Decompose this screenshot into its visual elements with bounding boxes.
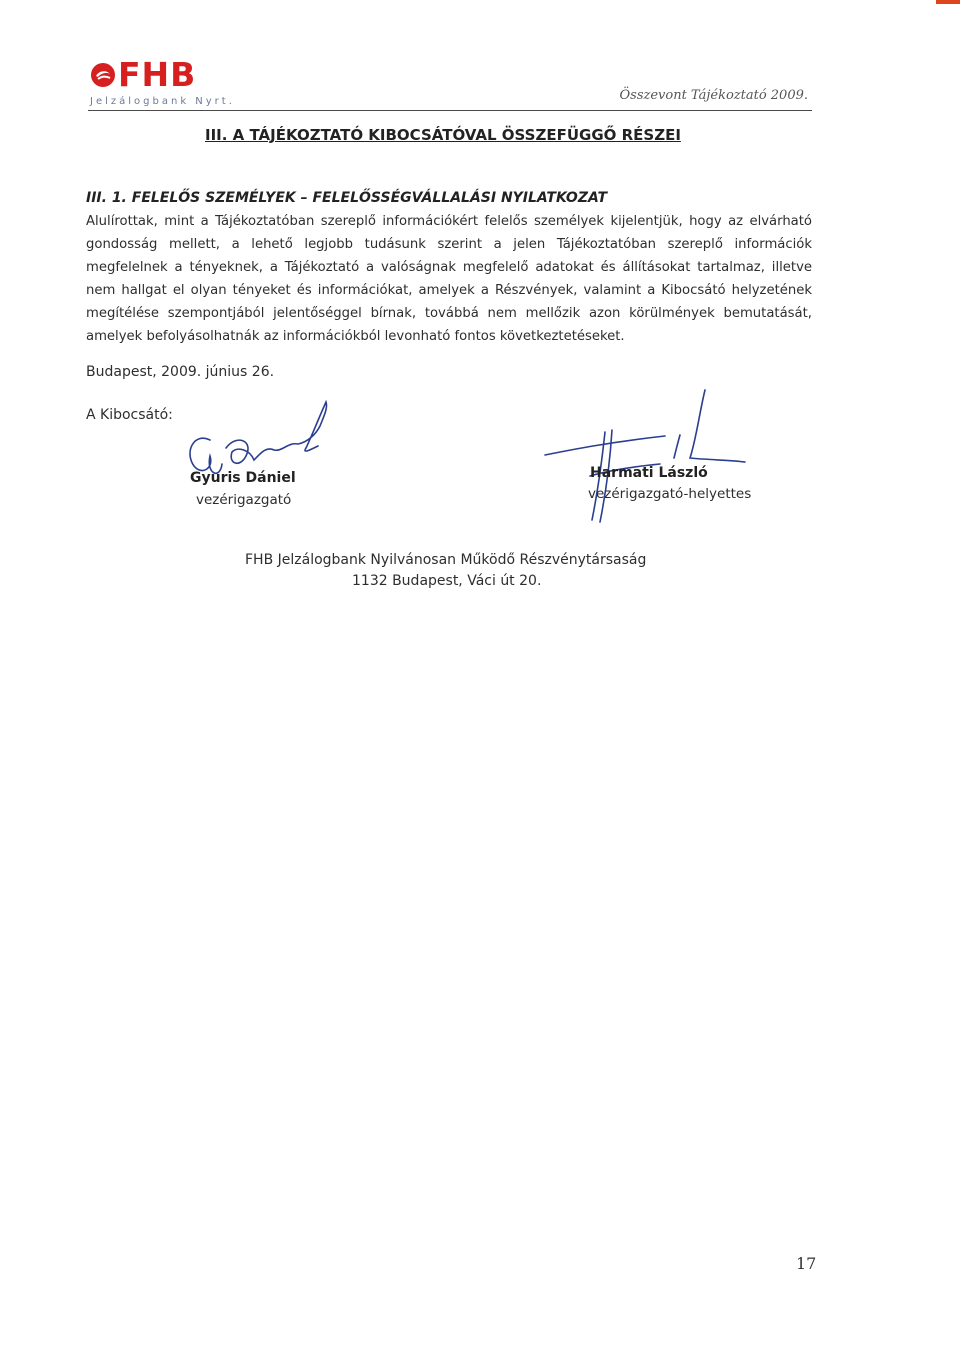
date-line: Budapest, 2009. június 26. [86,364,275,380]
signatory-title: vezérigazgató [196,492,292,508]
document-reference: Összevont Tájékoztató 2009. [619,88,808,103]
signatory-name: Harmati László [590,465,708,481]
logo-mark: FHB [118,55,197,94]
page-number: 17 [796,1254,817,1273]
signature-harmati [540,380,750,530]
issuer-label: A Kibocsátó: [86,407,173,423]
company-name: FHB Jelzálogbank Nyilvánosan Működő Részvénytársaság [245,552,647,568]
responsibility-statement: Alulírottak, mint a Tájékoztatóban szereplő információkért felelős személyek kijelentjük, hogy az elvárható gondosság mellett, a lehető legjobb tudásunk szerint a jelen Tájékoztatóban szereplő információk megfelelnek a tényeknek, a Tájékoztató a valóságnak megfelelő adatokat és állításokat tartalmaz, illetve nem hallgat el olyan tényeket és információkat, amelyek a Részvények, valamint a Kibocsátó helyzetének megítélése szempontjából jelentőséggel bírnak, továbbá nem mellőzik azon körülmények bemutatását, amelyek befolyásolhatnák az információkból levonható fontos következtetéseket. [86,214,812,344]
company-address: 1132 Budapest, Váci út 20. [352,573,542,589]
section-title: III. A TÁJÉKOZTATÓ KIBOCSÁTÓVAL ÖSSZEFÜGGŐ RÉSZEI [205,126,681,144]
fhb-emblem-icon [90,62,116,88]
logo-subtitle: Jelzálogbank Nyrt. [90,96,235,107]
header-divider [88,110,812,111]
signatory-title: vezérigazgató-helyettes [588,486,752,502]
subsection-title: III. 1. FELELŐS SZEMÉLYEK – FELELŐSSÉGVÁLLALÁSI NYILATKOZAT [86,190,608,206]
signatory-name: Gyuris Dániel [190,470,296,486]
corner-mark [936,0,960,4]
